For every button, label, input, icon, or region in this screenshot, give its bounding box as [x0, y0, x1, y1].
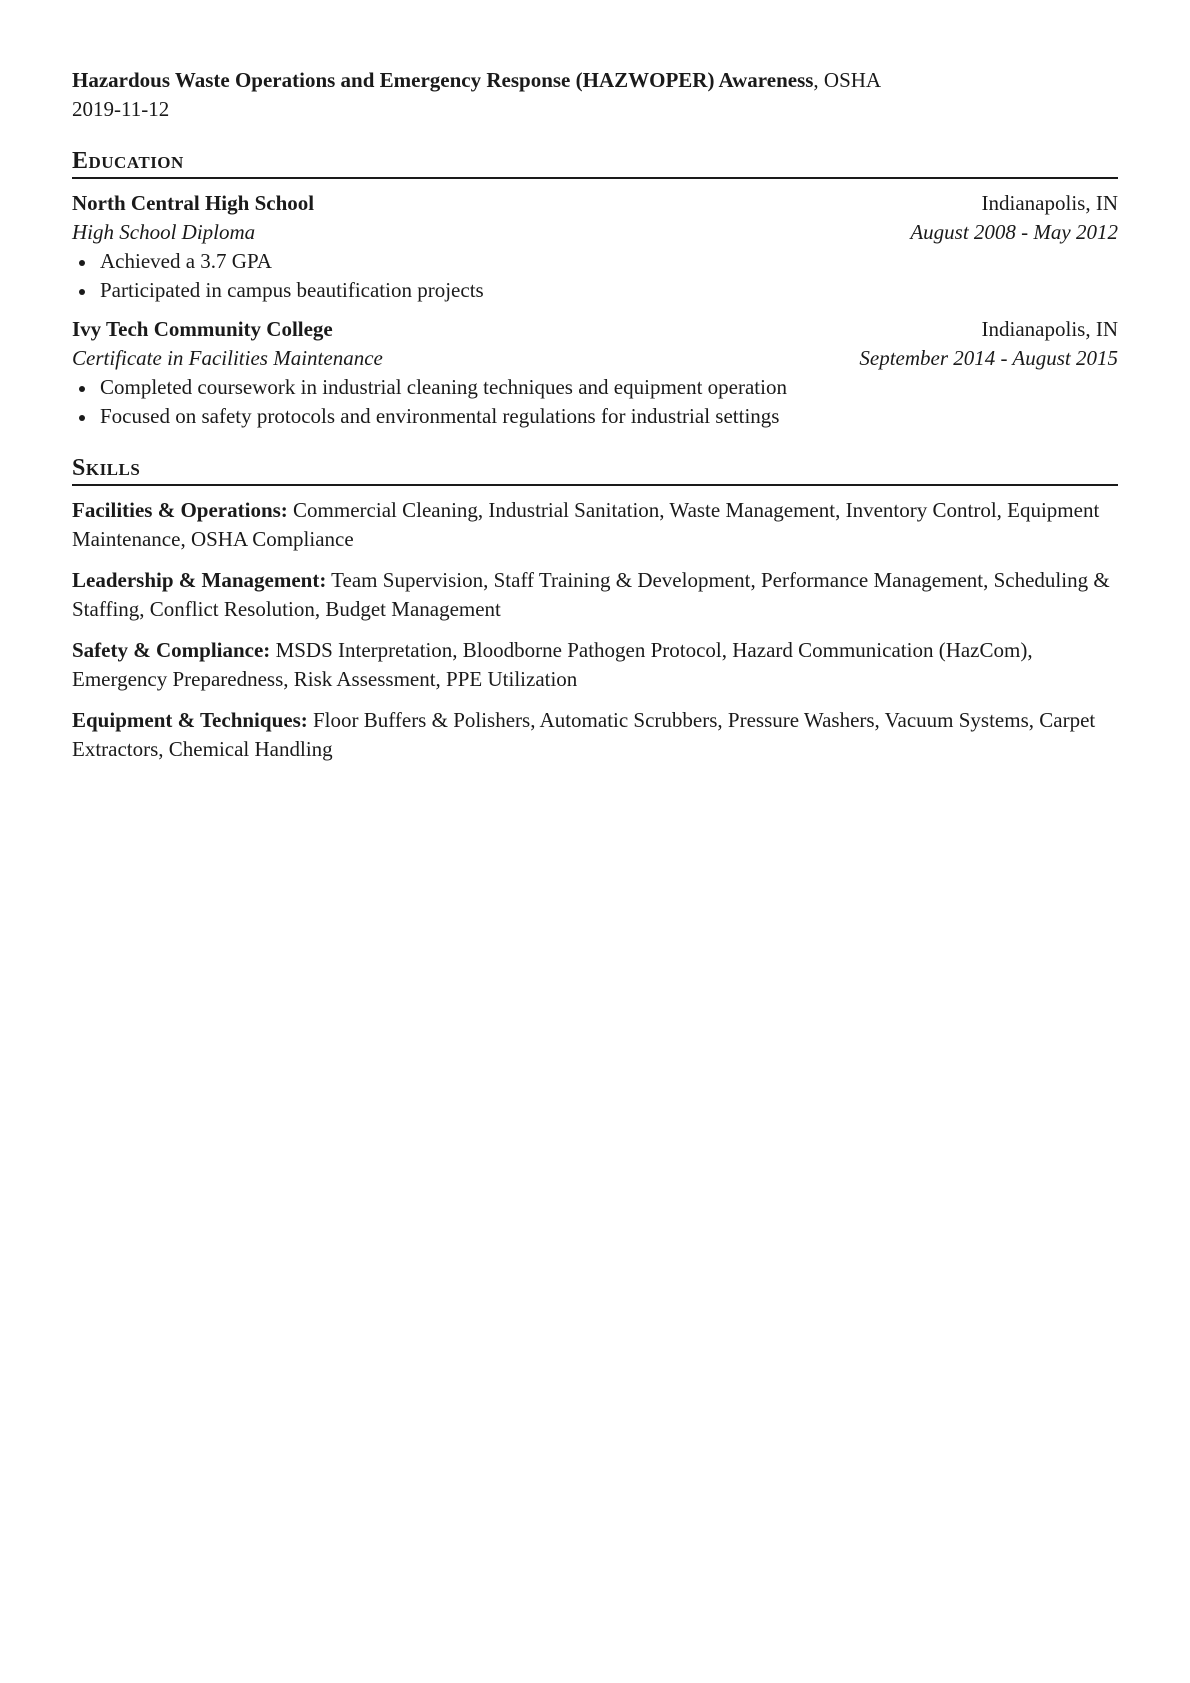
list-item: Focused on safety protocols and environmental regulations for industrial settings: [72, 402, 1118, 431]
list-item: Participated in campus beautification projects: [72, 276, 1118, 305]
certification-date: 2019-11-12: [72, 97, 170, 121]
skill-group: [72, 496, 1118, 554]
skill-group: [72, 566, 1118, 624]
skill-group: [72, 706, 1118, 764]
skill-group-text: Floor Buffers & Polishers, Automatic Scrubbers, Pressure Washers, Vacuum Systems, Carpet Extractors, Chemical Handling: [72, 708, 1096, 761]
education-bullets: [72, 247, 1118, 305]
skill-group-text: Team Supervision, Staff Training & Development, Performance Management, Scheduling & Staffing, Conflict Resolution, Budget Management: [72, 568, 1110, 621]
education-entry: [72, 315, 1118, 431]
skill-group-label: Leadership & Management:: [72, 568, 327, 592]
school-name: Ivy Tech Community College: [72, 317, 333, 341]
list-item: Achieved a 3.7 GPA: [72, 247, 1118, 276]
education-dates: September 2014 - August 2015: [859, 346, 1118, 370]
skill-group-text: Commercial Cleaning, Industrial Sanitation, Waste Management, Inventory Control, Equipment Maintenance, OSHA Compliance: [72, 498, 1100, 551]
skill-group-text: MSDS Interpretation, Bloodborne Pathogen Protocol, Hazard Communication (HazCom), Emergency Preparedness, Risk Assessment, PPE Utilization: [72, 638, 1033, 691]
certification-name: Hazardous Waste Operations and Emergency Response (HAZWOPER) Awareness: [72, 68, 814, 92]
school-name: North Central High School: [72, 191, 315, 215]
certification-issuer: , OSHA: [813, 68, 882, 92]
education-dates: August 2008 - May 2012: [910, 220, 1118, 244]
skill-group-label: Safety & Compliance:: [72, 638, 271, 662]
skills-heading: Skills: [72, 453, 1118, 486]
skill-group-label: Facilities & Operations:: [72, 498, 288, 522]
skill-group: [72, 636, 1118, 694]
list-item: Completed coursework in industrial cleaning techniques and equipment operation: [72, 373, 1118, 402]
education-bullets: [72, 373, 1118, 431]
education-entry: [72, 189, 1118, 305]
school-location: Indianapolis, IN: [981, 191, 1118, 215]
certification-line: [72, 66, 1118, 95]
degree-name: Certificate in Facilities Maintenance: [72, 346, 383, 370]
skill-group-label: Equipment & Techniques:: [72, 708, 308, 732]
degree-name: High School Diploma: [72, 220, 256, 244]
certification-entry: [72, 66, 1118, 124]
education-heading: Education: [72, 146, 1118, 179]
school-location: Indianapolis, IN: [981, 317, 1118, 341]
